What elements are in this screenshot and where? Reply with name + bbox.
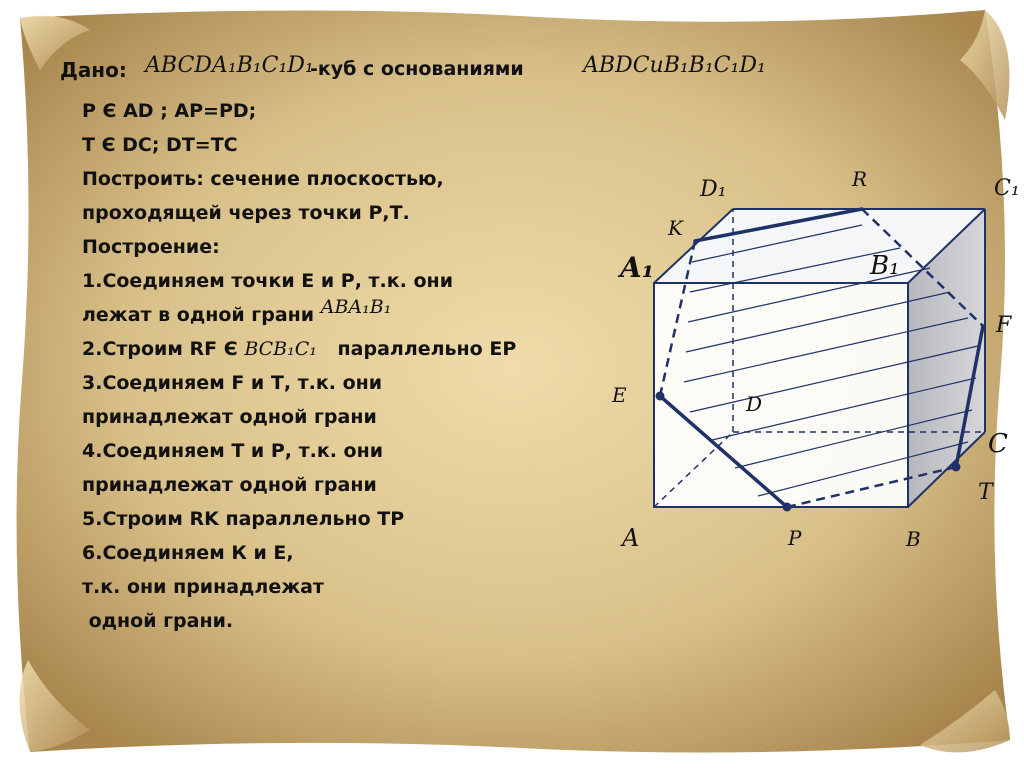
given-description: -куб с основаниями bbox=[310, 58, 524, 80]
step-6-line-3: одной грани. bbox=[82, 610, 234, 632]
label-R: R bbox=[852, 167, 868, 191]
step-2 bbox=[82, 338, 516, 360]
label-C1: C₁ bbox=[994, 176, 1020, 201]
task-line-1: Построить: сечение плоскостью, bbox=[82, 168, 444, 190]
step-3-line-1: 3.Соединяем F и Т, т.к. они bbox=[82, 372, 383, 394]
point-T-dot bbox=[952, 463, 961, 472]
given-bases-formula: ABDCuB₁B₁C₁D₁ bbox=[583, 53, 766, 78]
label-D1: D₁ bbox=[700, 177, 727, 202]
step-3-line-2: принадлежат одной грани bbox=[82, 406, 377, 428]
label-T: T bbox=[978, 480, 993, 505]
condition-P: Р Є АD ; АР=РD; bbox=[82, 100, 257, 122]
label-A: A bbox=[622, 524, 640, 552]
step-1-line-1: 1.Соединяем точки Е и Р, т.к. они bbox=[82, 270, 454, 292]
step-2-text: 2.Строим RF Є bbox=[82, 338, 238, 360]
label-P: P bbox=[788, 526, 802, 550]
given-cube-formula: ABCDA₁B₁C₁D₁ bbox=[145, 53, 314, 78]
face-front bbox=[654, 283, 908, 507]
step-6-line-1: 6.Соединяем К и Е, bbox=[82, 542, 294, 564]
step-1-text: лежат в одной грани bbox=[82, 304, 315, 326]
step-4-line-1: 4.Соединяем Т и Р, т.к. они bbox=[82, 440, 384, 462]
step-6-line-2: т.к. они принадлежат bbox=[82, 576, 324, 598]
point-E-dot bbox=[656, 392, 665, 401]
label-D: D bbox=[746, 392, 763, 416]
face-BCB1C1: BCB₁C₁ bbox=[244, 338, 317, 360]
step-5: 5.Строим RK параллельно ТР bbox=[82, 508, 405, 530]
label-C: C bbox=[988, 429, 1008, 459]
label-K: K bbox=[668, 216, 683, 240]
label-F: F bbox=[996, 313, 1012, 338]
label-B1: B₁ bbox=[870, 251, 900, 281]
point-P-dot bbox=[783, 503, 792, 512]
step-2-tail: параллельно ЕР bbox=[337, 338, 517, 360]
condition-T: Т Є DC; DТ=ТC bbox=[82, 134, 238, 156]
given-label: Дано: bbox=[60, 58, 127, 82]
step-1-line-2 bbox=[82, 296, 392, 326]
step-4-line-2: принадлежат одной грани bbox=[82, 474, 377, 496]
label-B: B bbox=[906, 527, 921, 551]
label-A1: A₁ bbox=[620, 251, 654, 284]
face-ABA1B1: ABA₁B₁ bbox=[320, 296, 392, 318]
label-E: E bbox=[612, 383, 627, 407]
task-line-2: проходящей через точки Р,Т. bbox=[82, 202, 410, 224]
construction-heading: Построение: bbox=[82, 236, 220, 258]
